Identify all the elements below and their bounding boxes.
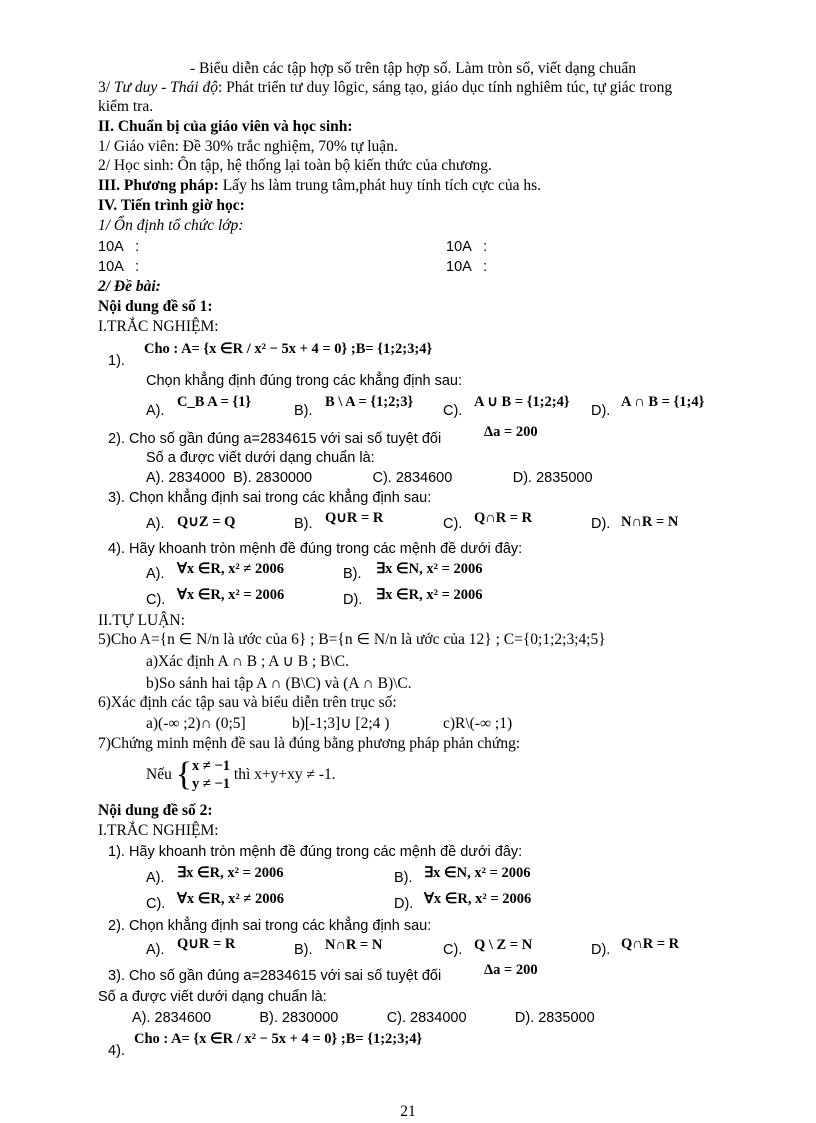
e2-q1-option-b-math: ∃x ∈N, x² = 2006: [424, 865, 531, 881]
intro-number: 3/: [98, 79, 114, 96]
e2-q1-option-b-label: B).: [394, 870, 413, 886]
e2-q4-given-sets: Cho : A= {x ∈R / x² − 5x + 4 = 0} ;B= {1;2;3;4}: [134, 1031, 423, 1047]
q3-option-c-label: C).: [443, 516, 463, 532]
exam-1-essay-heading: II.TỰ LUẬN:: [98, 612, 185, 629]
e2-q2-option-b-math: N∩R = N: [325, 937, 383, 953]
q3-option-a-label: A).: [146, 516, 165, 532]
intro-text: : Phát triển tư duy lôgic, sáng tạo, giáo dục tính nghiêm túc, tự giác trong: [217, 79, 673, 96]
section-3: [98, 177, 541, 195]
exam-2-mc-heading: I.TRẮC NGHIỆM:: [98, 822, 219, 839]
e2-q3-delta: Δa = 200: [484, 962, 538, 978]
e2-q1-option-d-label: D).: [394, 896, 414, 912]
q4-option-d-label: D).: [343, 592, 363, 608]
q3-option-a-math: Q∪Z = Q: [177, 514, 236, 530]
q3-option-d-label: D).: [591, 516, 611, 532]
e2-q1-prompt: 1). Hãy khoanh tròn mệnh đề đúng trong các mệnh đề dưới đây:: [108, 844, 523, 860]
q5b: b)So sánh hai tập A ∩ (B\C) và (A ∩ B)\C.: [146, 675, 412, 692]
q2-prompt: 2). Cho số gần đúng a=2834615 với sai số tuyệt đối: [108, 431, 442, 447]
q1-given-sets: Cho : A= {x ∈R / x² − 5x + 4 = 0} ;B= {1;2;3;4}: [144, 341, 433, 357]
e2-q2-option-c-math: Q \ Z = N: [474, 937, 533, 953]
section-3-text: Lấy hs làm trung tâm,phát huy tính tích cực của hs.: [218, 177, 542, 194]
q3-option-b-label: B).: [294, 516, 313, 532]
q3-option-b-math: Q∪R = R: [325, 510, 384, 526]
e2-q1-option-c-math: ∀x ∈R, x² ≠ 2006: [177, 891, 284, 907]
q3-option-c-math: Q∩R = R: [474, 510, 533, 526]
q1-option-b-label: B).: [294, 403, 313, 419]
q4-option-a-label: A).: [146, 566, 165, 582]
e2-q2-option-b-label: B).: [294, 942, 313, 958]
q1-option-b-math: B \ A = {1;2;3}: [325, 394, 414, 410]
intro-line-1: - Biểu diễn các tập hợp số trên tập hợp số. Làm tròn số, viết dạng chuẩn: [190, 60, 636, 77]
e2-q1-option-c-label: C).: [146, 896, 166, 912]
q7-prompt: 7)Chứng minh mệnh đề sau là đúng bằng phương pháp phản chứng:: [98, 735, 521, 752]
e2-q3-prompt: 3). Cho số gần đúng a=2834615 với sai số tuyệt đối: [108, 968, 442, 984]
q5a: a)Xác định A ∩ B ; A ∪ B ; B\C.: [146, 653, 349, 670]
e2-q2-option-a-label: A).: [146, 942, 165, 958]
brace-icon: {: [175, 756, 193, 793]
q6b: b)[-1;3]∪ [2;4 ): [292, 715, 390, 732]
e2-q1-option-a-label: A).: [146, 870, 165, 886]
exam-2-title: Nội dung đề số 2:: [98, 802, 213, 819]
e2-q2-option-c-label: C).: [443, 942, 463, 958]
e2-q4-number: 4).: [108, 1043, 125, 1059]
exam-1-mc-heading: I.TRẮC NGHIỆM:: [98, 318, 219, 335]
q7-condition-x: x ≠ −1: [192, 758, 231, 774]
e2-q1-option-d-math: ∀x ∈R, x² = 2006: [424, 891, 532, 907]
q1-option-c-label: C).: [443, 403, 463, 419]
q7-statement: [146, 757, 336, 793]
class-row: 10A :: [98, 239, 140, 255]
class-row: 10A :: [98, 259, 140, 275]
q3-option-d-math: N∩R = N: [621, 514, 679, 530]
student-prep: 2/ Học sinh: Ôn tập, hệ thống lại toàn bộ kiến thức của chương.: [98, 157, 492, 174]
intro-italic-heading: Tư duy - Thái độ: [113, 79, 218, 96]
q2-subprompt: Số a được viết dưới dạng chuẩn là:: [146, 450, 375, 466]
q6a: a)(-∞ ;2)∩ (0;5]: [146, 715, 246, 732]
q1-prompt: Chọn khẳng định đúng trong các khẳng định sau:: [146, 373, 463, 389]
q4-option-b-label: B).: [343, 566, 362, 582]
e2-q3-options: A). 2834600 B). 2830000 C). 2834000 D). 2835000: [132, 1010, 595, 1026]
q4-option-a-math: ∀x ∈R, x² ≠ 2006: [177, 561, 284, 577]
q4-prompt: 4). Hãy khoanh tròn mệnh đề đúng trong các mệnh đề dưới đây:: [108, 541, 523, 557]
e2-q2-option-d-math: Q∩R = R: [621, 936, 680, 952]
q7-system: [192, 757, 230, 793]
q2-options: A). 2834000 B). 2830000 C). 2834600 D). 2835000: [146, 470, 593, 486]
q7-conclusion: thì x+y+xy ≠ -1.: [233, 766, 336, 783]
q1-option-d-math: A ∩ B = {1;4}: [621, 394, 705, 410]
q4-option-c-math: ∀x ∈R, x² = 2006: [177, 587, 285, 603]
q5-prompt: 5)Cho A={n ∈ N/n là ước của 6} ; B={n ∈ N/n là ước của 12} ; C={0;1;2;3;4;5}: [98, 631, 606, 648]
q3-prompt: 3). Chọn khẳng định sai trong các khẳng định sau:: [108, 490, 432, 506]
section-2-title: II. Chuẩn bị của giáo viên và học sinh:: [98, 118, 353, 135]
e2-q3-subprompt: Số a được viết dưới dạng chuẩn là:: [98, 989, 327, 1005]
exam-heading: 2/ Đề bài:: [98, 278, 161, 295]
page-number: 21: [400, 1103, 416, 1120]
q1-option-a-math: C_B A = {1}: [177, 394, 252, 410]
q7-condition-y: y ≠ −1: [192, 776, 231, 792]
e2-q2-prompt: 2). Chọn khẳng định sai trong các khẳng định sau:: [108, 918, 432, 934]
intro-line-3: kiểm tra.: [98, 98, 154, 115]
q1-option-d-label: D).: [591, 403, 611, 419]
class-row: 10A :: [446, 259, 488, 275]
q1-option-a-label: A).: [146, 403, 165, 419]
q1-option-c-math: A ∪ B = {1;2;4}: [474, 394, 570, 410]
e2-q2-option-a-math: Q∪R = R: [177, 936, 236, 952]
q4-option-b-math: ∃x ∈N, x² = 2006: [376, 561, 483, 577]
section-3-title: III. Phương pháp:: [98, 177, 219, 194]
exam-1-title: Nội dung đề số 1:: [98, 298, 213, 315]
q7-if: Nếu: [146, 766, 172, 783]
class-setup-heading: 1/ Ổn định tổ chức lớp:: [98, 217, 244, 234]
section-4-title: IV. Tiến trình giờ học:: [98, 197, 245, 214]
q4-option-c-label: C).: [146, 592, 166, 608]
q4-option-d-math: ∃x ∈R, x² = 2006: [376, 587, 483, 603]
q1-number: 1).: [108, 353, 125, 369]
q6-prompt: 6)Xác định các tập sau và biểu diễn trên trục số:: [98, 694, 397, 711]
q2-delta: Δa = 200: [484, 424, 538, 440]
teacher-prep: 1/ Giáo viên: Đề 30% trắc nghiệm, 70% tự luận.: [98, 138, 398, 155]
e2-q2-option-d-label: D).: [591, 942, 611, 958]
q6c: c)R\(-∞ ;1): [443, 715, 513, 732]
intro-line-2: [98, 79, 672, 97]
e2-q1-option-a-math: ∃x ∈R, x² = 2006: [177, 865, 284, 881]
class-row: 10A :: [446, 239, 488, 255]
